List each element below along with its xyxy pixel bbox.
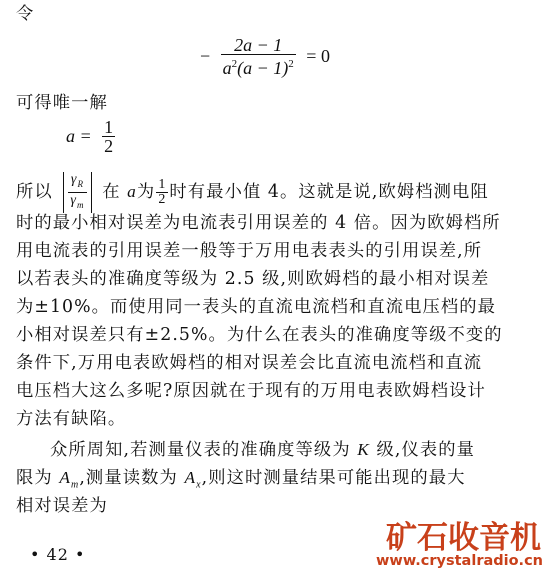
- fraction: [102, 118, 115, 155]
- subscript: m: [76, 199, 85, 210]
- fraction: [156, 178, 168, 207]
- den-sup2: 2: [288, 58, 294, 70]
- paragraph-line: 时的最小相对误差为电流表引用误差的 4 倍。因为欧姆档所: [16, 213, 501, 233]
- text-run: 众所周知,若测量仪表的准确度等级为: [50, 440, 351, 460]
- math-var: $A_m$: [59, 468, 80, 491]
- equation-derivative: [200, 36, 330, 77]
- text-run: ,则这时测量结果可能出现的最大: [201, 468, 466, 488]
- fraction-denominator: [221, 55, 296, 77]
- watermark-logo: 矿石收音机: [386, 520, 541, 556]
- gamma-symbol: γ: [70, 192, 77, 208]
- page-number: • 42 •: [30, 545, 86, 564]
- subscript: R: [77, 178, 85, 189]
- text-line: 可得唯一解: [16, 93, 108, 113]
- fraction-denominator: 2: [158, 191, 167, 207]
- paragraph-line: 方法有缺陷。: [16, 409, 127, 429]
- solution-lhs: a =: [66, 126, 92, 146]
- paragraph-line: 以若表头的准确度等级为 2.5 级,则欧姆档的最小相对误差: [16, 269, 490, 289]
- fraction-numerator: 1: [104, 117, 114, 137]
- equation-solution: [66, 118, 115, 155]
- watermark-url: www.crystalradio.cn: [376, 553, 543, 569]
- text-run: 时有最小值 4。这就是说,欧姆档测电阻: [169, 181, 489, 202]
- equation-rhs: = 0: [306, 46, 330, 66]
- paragraph-line: 相对误差为: [16, 496, 108, 516]
- den-var: a: [222, 58, 232, 78]
- fraction-numerator: [68, 172, 86, 193]
- fraction-denominator: 2: [104, 136, 114, 156]
- paragraph-line: 为±10%。而使用同一表头的直流电流档和直流电压档的最: [16, 297, 497, 317]
- fraction-numerator: 1: [158, 176, 167, 192]
- text-run: 所以: [16, 181, 53, 202]
- paragraph-line: 条件下,万用电表欧姆档的相对误差会比直流电流档和直流: [16, 353, 483, 373]
- den-sup: 2: [231, 58, 238, 70]
- den-mid: (a − 1): [237, 58, 289, 78]
- paragraph-line: 小相对误差只有±2.5%。为什么在表头的准确度等级不变的: [16, 325, 503, 345]
- paragraph-line: 电压档大这么多呢?原因就在于现有的万用电表欧姆档设计: [16, 381, 486, 401]
- text-run: ,测量读数为: [79, 468, 178, 488]
- text-run: 在: [102, 181, 121, 202]
- fraction: [221, 36, 296, 77]
- fraction-denominator: [68, 193, 86, 213]
- fraction-numerator: 2a − 1: [221, 36, 296, 55]
- absolute-value-ratio: [63, 172, 91, 213]
- paragraph-line: [16, 172, 489, 210]
- text-line: 令: [16, 4, 35, 24]
- text-run: 限为: [16, 468, 53, 488]
- text-run: 级,仪表的量: [376, 440, 476, 460]
- paragraph-line: [16, 468, 466, 495]
- paragraph-line: [50, 440, 475, 460]
- math-var: K: [357, 440, 370, 459]
- paragraph-line: 用电流表的引用误差一般等于万用电表表头的引用误差,所: [16, 241, 483, 261]
- text-run: 为: [136, 181, 156, 202]
- math-var: $A_x$: [184, 468, 202, 491]
- math-var: a: [127, 181, 137, 201]
- gamma-symbol: γ: [70, 172, 78, 187]
- fraction: [68, 172, 86, 213]
- minus-sign: −: [200, 46, 211, 66]
